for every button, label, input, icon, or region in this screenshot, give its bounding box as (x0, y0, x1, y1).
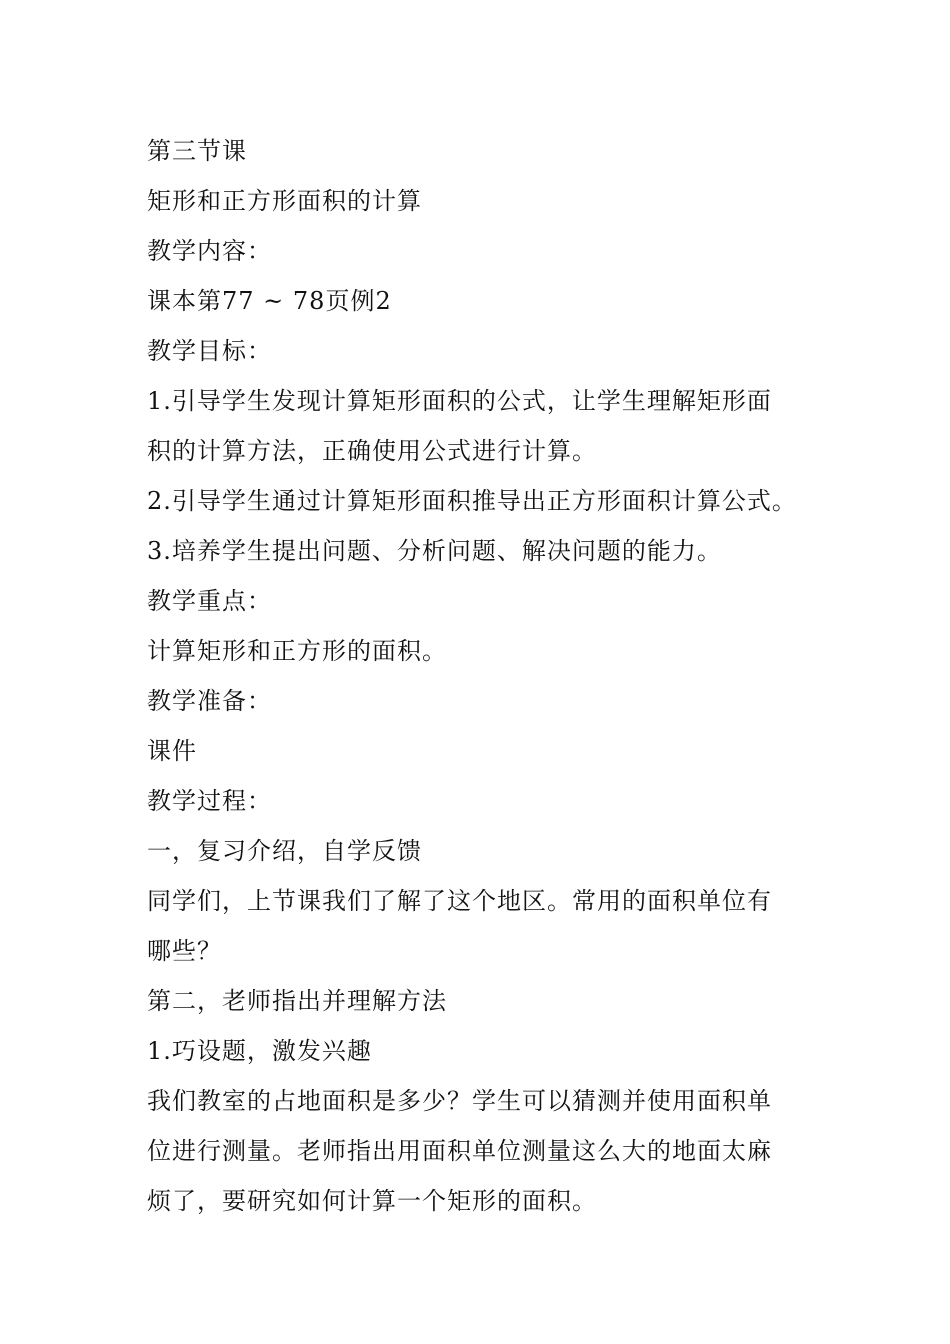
lesson-title: 矩形和正方形面积的计算 (147, 187, 422, 215)
heading-teaching-content: 教学内容： (147, 237, 272, 265)
document-body (147, 126, 812, 1226)
text-line: 计算矩形和正方形的面积。 (147, 637, 447, 665)
heading-teaching-preparation: 教学准备： (147, 687, 272, 715)
subsection-heading: 1.巧设题，激发兴趣 (147, 1037, 372, 1065)
text-line: 课件 (147, 737, 197, 765)
text-line: 课本第77 ~ 78页例2 (147, 287, 392, 315)
text-line: 1.引导学生发现计算矩形面积的公式，让学生理解矩形面 (147, 387, 772, 415)
heading-teaching-process: 教学过程： (147, 787, 272, 815)
text-line: 2.引导学生通过计算矩形面积推导出正方形面积计算公式。 (147, 487, 797, 515)
section-heading: 一，复习介绍，自学反馈 (147, 837, 422, 865)
text-line: 同学们，上节课我们了解了这个地区。常用的面积单位有 (147, 887, 772, 915)
text-line: 积的计算方法，正确使用公式进行计算。 (147, 437, 597, 465)
text-line: 我们教室的占地面积是多少？学生可以猜测并使用面积单 (147, 1087, 772, 1115)
section-heading: 第二，老师指出并理解方法 (147, 987, 447, 1015)
lesson-number: 第三节课 (147, 137, 247, 165)
text-line: 位进行测量。老师指出用面积单位测量这么大的地面太麻 (147, 1137, 772, 1165)
text-line: 哪些？ (147, 937, 222, 965)
heading-teaching-goals: 教学目标： (147, 337, 272, 365)
heading-teaching-focus: 教学重点： (147, 587, 272, 615)
text-line: 烦了，要研究如何计算一个矩形的面积。 (147, 1187, 597, 1215)
text-line: 3.培养学生提出问题、分析问题、解决问题的能力。 (147, 537, 722, 565)
